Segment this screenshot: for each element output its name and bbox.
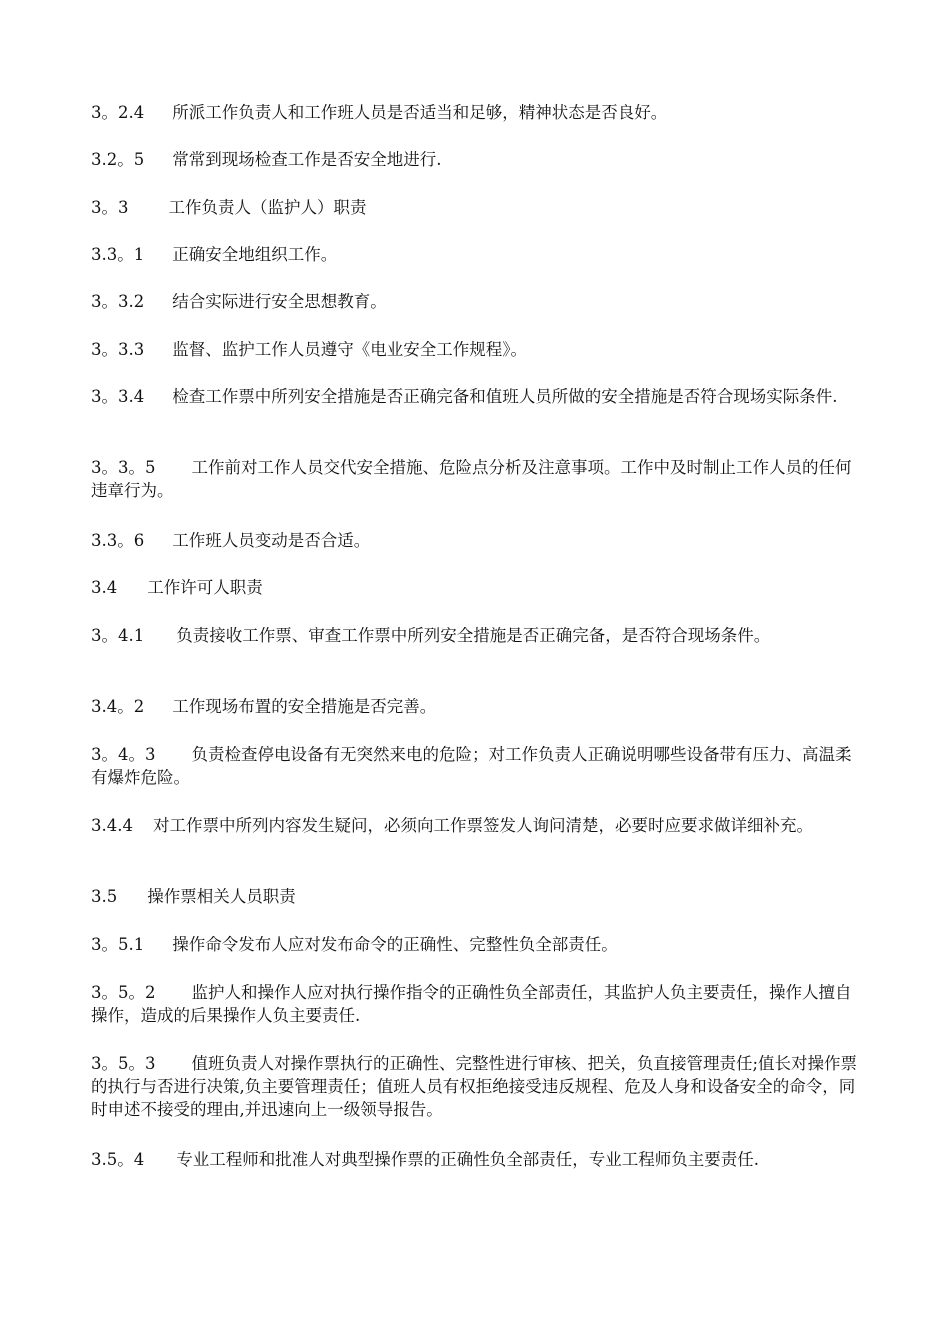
section-heading-3-5 xyxy=(91,885,861,908)
clause-number: 3.4.4 xyxy=(91,816,133,835)
paragraph-3-4-4 xyxy=(91,814,861,837)
clause-text: 监护人和操作人应对执行操作指令的正确性负全部责任，其监护人负主要责任，操作人擅自操作，造成的后果操作人负主要责任. xyxy=(91,983,852,1025)
section-heading-3-4 xyxy=(91,576,861,599)
section-title: 工作许可人职责 xyxy=(147,578,263,597)
paragraph-3-5-3 xyxy=(91,1052,861,1121)
clause-number: 3。3.4 xyxy=(91,387,145,406)
clause-text: 工作前对工作人员交代安全措施、危险点分析及注意事项。工作中及时制止工作人员的任何违章行为。 xyxy=(91,458,852,500)
clause-number: 3。5。2 xyxy=(91,983,156,1002)
clause-text: 监督、监护工作人员遵守《电业安全工作规程》。 xyxy=(172,340,527,359)
paragraph-3-3-2 xyxy=(91,290,861,313)
section-title: 操作票相关人员职责 xyxy=(147,887,296,906)
clause-text: 所派工作负责人和工作班人员是否适当和足够，精神状态是否良好。 xyxy=(172,103,668,122)
clause-text: 对工作票中所列内容发生疑问，必须向工作票签发人询问清楚，必要时应要求做详细补充。 xyxy=(152,816,813,835)
clause-number: 3。5。3 xyxy=(91,1054,156,1073)
paragraph-3-3-4 xyxy=(91,385,861,408)
clause-number: 3。4。3 xyxy=(91,745,156,764)
clause-number: 3。3.3 xyxy=(91,340,145,359)
paragraph-3-2-5 xyxy=(91,148,861,171)
paragraph-3-3-1 xyxy=(91,243,861,266)
clause-number: 3。3.2 xyxy=(91,292,145,311)
clause-text: 检查工作票中所列安全措施是否正确完备和值班人员所做的安全措施是否符合现场实际条件. xyxy=(172,387,838,406)
paragraph-3-5-2 xyxy=(91,981,861,1027)
paragraph-3-4-1 xyxy=(91,624,861,647)
paragraph-3-4-3 xyxy=(91,743,861,789)
paragraph-3-5-4 xyxy=(91,1148,861,1171)
clause-text: 工作班人员变动是否合适。 xyxy=(172,531,371,550)
section-number: 3.5 xyxy=(91,887,118,906)
clause-number: 3.3。6 xyxy=(91,531,145,550)
clause-number: 3.2。5 xyxy=(91,150,145,169)
clause-text: 正确安全地组织工作。 xyxy=(172,245,338,264)
section-number: 3.4 xyxy=(91,578,118,597)
section-heading-3-3 xyxy=(91,196,861,219)
clause-number: 3。2.4 xyxy=(91,103,145,122)
clause-number: 3。5.1 xyxy=(91,935,145,954)
paragraph-3-3-6 xyxy=(91,529,861,552)
clause-text: 结合实际进行安全思想教育。 xyxy=(172,292,387,311)
section-number: 3。3 xyxy=(91,198,129,217)
clause-text: 负责检查停电设备有无突然来电的危险；对工作负责人正确说明哪些设备带有压力、高温柔有爆炸危险。 xyxy=(91,745,852,787)
paragraph-3-3-3 xyxy=(91,338,861,361)
clause-text: 负责接收工作票、审查工作票中所列安全措施是否正确完备，是否符合现场条件。 xyxy=(176,626,771,645)
paragraph-3-5-1 xyxy=(91,933,861,956)
clause-number: 3.3。1 xyxy=(91,245,145,264)
clause-text: 工作现场布置的安全措施是否完善。 xyxy=(172,697,437,716)
section-title: 工作负责人（监护人）职责 xyxy=(168,198,367,217)
clause-number: 3.5。4 xyxy=(91,1150,145,1169)
clause-number: 3。4.1 xyxy=(91,626,145,645)
clause-text: 值班负责人对操作票执行的正确性、完整性进行审核、把关，负直接管理责任;值长对操作票的执行与否进行决策,负主要管理责任；值班人员有权拒绝接受违反规程、危及人身和设备安全的命令，同时申述不接受的理由,并迅速向上一级领导报告。 xyxy=(91,1054,858,1119)
clause-text: 专业工程师和批准人对典型操作票的正确性负全部责任，专业工程师负主要责任. xyxy=(176,1150,759,1169)
paragraph-3-4-2 xyxy=(91,695,861,718)
clause-text: 常常到现场检查工作是否安全地进行. xyxy=(172,150,442,169)
clause-number: 3.4。2 xyxy=(91,697,145,716)
clause-number: 3。3。5 xyxy=(91,458,156,477)
paragraph-3-2-4 xyxy=(91,101,861,124)
clause-text: 操作命令发布人应对发布命令的正确性、完整性负全部责任。 xyxy=(172,935,618,954)
paragraph-3-3-5 xyxy=(91,456,861,502)
